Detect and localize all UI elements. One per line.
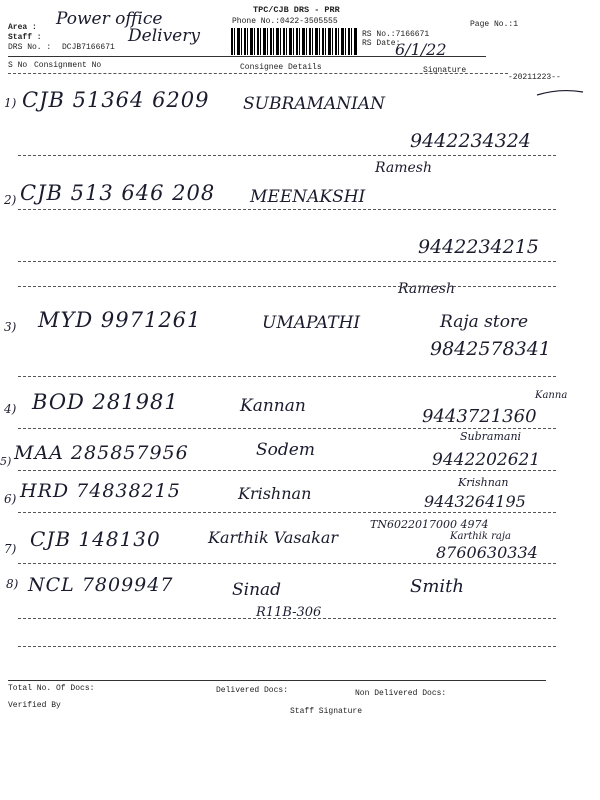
pen-stroke-mark bbox=[535, 86, 585, 98]
column-consignment: Consignment No bbox=[34, 61, 102, 70]
footer-rule bbox=[8, 680, 546, 681]
consignee-phone: 8760630334 bbox=[436, 543, 538, 562]
consignee-name: Krishnan bbox=[238, 484, 312, 503]
staff-signature-label: Staff Signature bbox=[290, 707, 363, 716]
entry-number: 2) bbox=[4, 193, 17, 207]
entry-number: 1) bbox=[4, 96, 17, 110]
consignee-phone: 9442234215 bbox=[418, 236, 539, 258]
consignee-name: Sodem bbox=[256, 440, 315, 460]
document-title: TPC/CJB DRS - PRR bbox=[253, 5, 340, 15]
consignment-number: BOD 281981 bbox=[32, 390, 179, 414]
consignee-phone: 9442234324 bbox=[410, 130, 531, 152]
consignee-phone: 9442202621 bbox=[432, 450, 541, 470]
delivery-note: R11B-306 bbox=[256, 605, 322, 620]
delivery-note: Subramani bbox=[460, 430, 522, 443]
entry-number: 8) bbox=[6, 577, 19, 591]
date-code: -20211223-- bbox=[508, 73, 561, 82]
entry-rule bbox=[18, 428, 556, 429]
entry-rule bbox=[18, 512, 556, 513]
delivery-note: Kanna bbox=[535, 390, 568, 401]
page-number: Page No.:1 bbox=[470, 20, 519, 29]
barcode-image bbox=[231, 28, 358, 55]
entry-rule bbox=[18, 470, 556, 471]
consignee-phone: 9443264195 bbox=[424, 492, 526, 511]
entry-number: 3) bbox=[4, 320, 17, 334]
signature: Ramesh bbox=[375, 160, 432, 176]
blank-row-rule bbox=[18, 646, 556, 647]
section-rule bbox=[18, 286, 556, 287]
consignment-number: CJB 513 646 208 bbox=[20, 181, 216, 205]
staff-value: Delivery bbox=[128, 26, 200, 46]
entry-rule bbox=[18, 376, 556, 377]
entry-rule bbox=[18, 563, 556, 564]
rs-date-value: 6/1/22 bbox=[395, 40, 447, 59]
consignee-name: Karthik Vasakar bbox=[208, 528, 339, 547]
consignment-number: CJB 148130 bbox=[30, 527, 161, 551]
delivery-note-2: Karthik raja bbox=[450, 531, 511, 542]
consignment-number: MYD 9971261 bbox=[38, 308, 202, 332]
consignee-phone: 9443721360 bbox=[422, 406, 537, 427]
column-consignee: Consignee Details bbox=[240, 63, 322, 72]
delivery-note: TN6022017000 4974 bbox=[370, 518, 489, 531]
consignee-phone: 9842578341 bbox=[430, 338, 551, 360]
phone-number: Phone No.:0422-3505555 bbox=[232, 17, 338, 26]
consignee-name: Kannan bbox=[240, 396, 306, 416]
entry-number: 5) bbox=[0, 455, 12, 468]
entry-number: 6) bbox=[4, 492, 17, 506]
drs-no-label: DRS No. : bbox=[8, 43, 52, 52]
staff-label: Staff : bbox=[8, 33, 42, 42]
signature: Ramesh bbox=[398, 281, 455, 297]
delivered-docs-label: Delivered Docs: bbox=[216, 686, 289, 695]
consignment-number: HRD 74838215 bbox=[20, 480, 181, 502]
consignment-number: MAA 285857956 bbox=[14, 442, 189, 464]
rs-date-label: RS Date: bbox=[362, 39, 401, 48]
area-label: Area : bbox=[8, 23, 37, 32]
column-sno: S No bbox=[8, 61, 28, 70]
entry-rule bbox=[18, 618, 556, 619]
entry-rule bbox=[18, 155, 556, 156]
signature: Smith bbox=[410, 576, 464, 597]
consignee-name: UMAPATHI bbox=[262, 313, 361, 333]
consignment-number: CJB 51364 6209 bbox=[22, 88, 210, 112]
entry-rule bbox=[18, 209, 556, 210]
column-rule bbox=[8, 73, 508, 74]
consignee-name: MEENAKSHI bbox=[250, 187, 366, 207]
delivery-note: Krishnan bbox=[458, 476, 509, 489]
entry-number: 7) bbox=[4, 542, 17, 556]
verified-by-label: Verified By bbox=[8, 701, 61, 710]
delivery-note: Raja store bbox=[440, 312, 529, 332]
drs-no-value: DCJB7166671 bbox=[62, 43, 115, 52]
entry-rule bbox=[18, 261, 556, 262]
entry-number: 4) bbox=[4, 402, 17, 416]
column-signature: Signature bbox=[423, 66, 467, 75]
consignee-name: Sinad bbox=[232, 580, 282, 600]
header-rule bbox=[8, 56, 486, 57]
total-docs-label: Total No. Of Docs: bbox=[8, 684, 95, 693]
consignment-number: NCL 7809947 bbox=[28, 574, 174, 596]
area-value: Power office bbox=[56, 9, 163, 29]
non-delivered-docs-label: Non Delivered Docs: bbox=[355, 689, 447, 698]
consignee-name: SUBRAMANIAN bbox=[243, 94, 385, 114]
rs-number: RS No.:7166671 bbox=[362, 30, 430, 39]
